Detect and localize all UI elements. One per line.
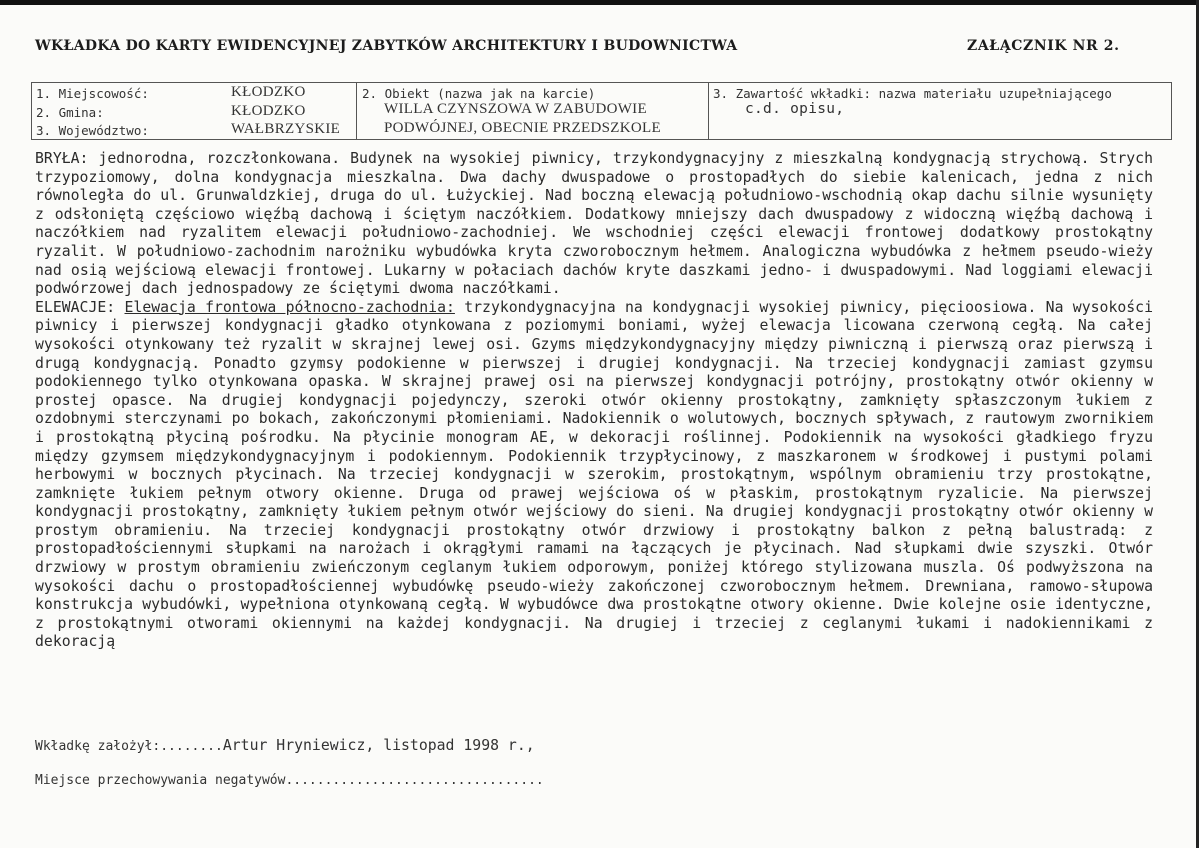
commune-value: KŁODZKO [231, 103, 306, 119]
form-title: WKŁADKA DO KARTY EWIDENCYJNEJ ZABYTKÓW ARCHITEKTURY I BUDOWNICTWA [35, 38, 738, 54]
object-name-line2: PODWÓJNEJ, OBECNIE PRZEDSZKOLE [384, 120, 661, 136]
commune-label: 2. Gmina: [36, 105, 104, 120]
author-value: Artur Hryniewicz, listopad 1998 r., [222, 737, 535, 754]
elewacje-heading: Elewacja frontowa północno-zachodnia: [124, 298, 455, 316]
locality-label: 1. Miejscowość: [36, 86, 149, 101]
column-divider [356, 83, 357, 139]
author-label: Wkładkę założył:........ [35, 739, 223, 754]
object-label: 2. Obiekt (nazwa jak na karcie) [362, 86, 596, 101]
voivodeship-label: 3. Województwo: [36, 123, 149, 138]
contents-value: c.d. opisu, [745, 101, 845, 117]
contents-label: 3. Zawartość wkładki: nazwa materiału uzupełniającego [713, 86, 1112, 101]
negatives-line: Miejsce przechowywania negatywów................................. [35, 773, 544, 788]
bryla-paragraph: BRYŁA: jednorodna, rozczłonkowana. Budynek na wysokiej piwnicy, trzykondygnacyjny z mieszkalną kondygnacją strychową. Strych trzypoziomowy, dolna kondygnacja mieszkalna. Dwa dachy dwuspadowe o prostopadłych do siebie kalenicach, jedna z nich równoległa do ul. Grunwaldzkiej, druga do ul. Łużyckiej. Nad boczną elewacją południowo-wschodnią okap dachu silnie wysunięty z odsłoniętą częściowo więźbą dachową i ściętym naczółkiem. Dodatkowy mniejszy dach dwuspadowy z widoczną więźbą dachową i naczółkiem nad ryzalitem elewacji południowo-zachodniej. We wschodniej części elewacji frontowej dodatkowy prostokątny ryzalit. W południowo-zachodnim narożniku wybudówka kryta czworobocznym hełmem. Analogiczna wybudówka z hełmem pseudo-wieży nad osią wejściową elewacji frontowej. Lukarny w połaciach dachów kryte daszkami jedno- i dwuspadowymi. Nad loggiami elewacji podwórzowej dach jednospadowy ze ściętymi dwoma naczółkami. [35, 150, 1153, 298]
column-divider [708, 83, 709, 139]
locality-value: KŁODZKO [231, 84, 306, 100]
description-body [35, 150, 1153, 652]
object-name-line1: WILLA CZYNSZOWA W ZABUDOWIE [384, 101, 647, 117]
info-table [31, 82, 1172, 140]
voivodeship-value: WAŁBRZYSKIE [231, 121, 341, 137]
elewacje-paragraph [35, 299, 1153, 652]
annex-number: ZAŁĄCZNIK NR 2. [967, 38, 1120, 54]
author-line [35, 737, 535, 754]
elewacje-text: trzykondygnacyjna na kondygnacji wysokiej piwnicy, pięcioosiowa. Na wysokości piwnicy i pierwszej kondygnacji gładko otynkowana z poziomymi boniami, wyżej elewacja licowana czerwoną cegłą. Na całej wysokości otynkowany też ryzalit w skrajnej lewej osi. Gzyms międzykondygnacyjny między piwniczną i pierwszą oraz pierwszą i drugą kondygnacją. Ponadto gzymsy podokienne w pierwszej i drugiej kondygnacji. Na trzeciej kondygnacji zamiast gzymsu podokiennego tylko otynkowana opaska. W skrajnej prawej osi na pierwszej kondygnacji potrójny, prostokątny otwór okienny w prostej opasce. Na drugiej kondygnacji pojedynczy, szeroki otwór okienny prostokątny, zamknięty spłaszczonym łukiem z ozdobnymi sterczynami po bokach, zakończonymi płomieniami. Nadokiennik o wolutowych, bocznych spływach, z rautowym zwornikiem i prostokątną płyciną pośrodku. Na płycinie monogram AE, w dekoracji roślinnej. Podokiennik na wysokości gładkiego fryzu między gzymsem międzykondygnacyjnym i podokiennym. Podokiennik trzypłycinowy, z maszkaronem w środkowej i pustymi polami herbowymi w bocznych płycinach. Na trzeciej kondygnacji w szerokim, prostokątnym, wspólnym obramieniu trzy prostokątne, zamknięte łukiem pełnym otwory okienne. Druga od prawej wejściowa oś w płaskim, prostokątnym ryzalicie. Na pierwszej kondygnacji prostokątny, zamknięty łukiem pełnym otwór wejściowy do sieni. Na drugiej kondygnacji prostokątny otwór okienny w prostym obramieniu. Na trzeciej kondygnacji prostokątny otwór drzwiowy i prostokątny balkon z pełną balustradą: z prostopadłościennymi słupkami na narożach i okrągłymi ramami na łączących je płycinach. Nad słupkami dwie szyszki. Otwór drzwiowy w prostym obramieniu zwieńczonym ceglanym łukiem odporowym, poniżej którego stylizowana muszla. Oś podwyższona na wysokości dachu o prostopadłościennej wybudówkę pseudo-wieży zakończonej czworobocznym hełmem. Drewniana, ramowo-słupowa konstrukcja wybudówki, wypełniona otynkowaną cegłą. W wybudówce dwa prostokątne otwory okienne. Dwie kolejne osie identyczne, z prostokątnymi otworami okiennymi na każdej kondygnacji. Na drugiej i trzeciej z ceglanymi łukami i nadokiennikami z dekoracją [35, 298, 1153, 651]
scan-top-edge [0, 0, 1199, 5]
elewacje-label: ELEWACJE: [35, 298, 116, 316]
